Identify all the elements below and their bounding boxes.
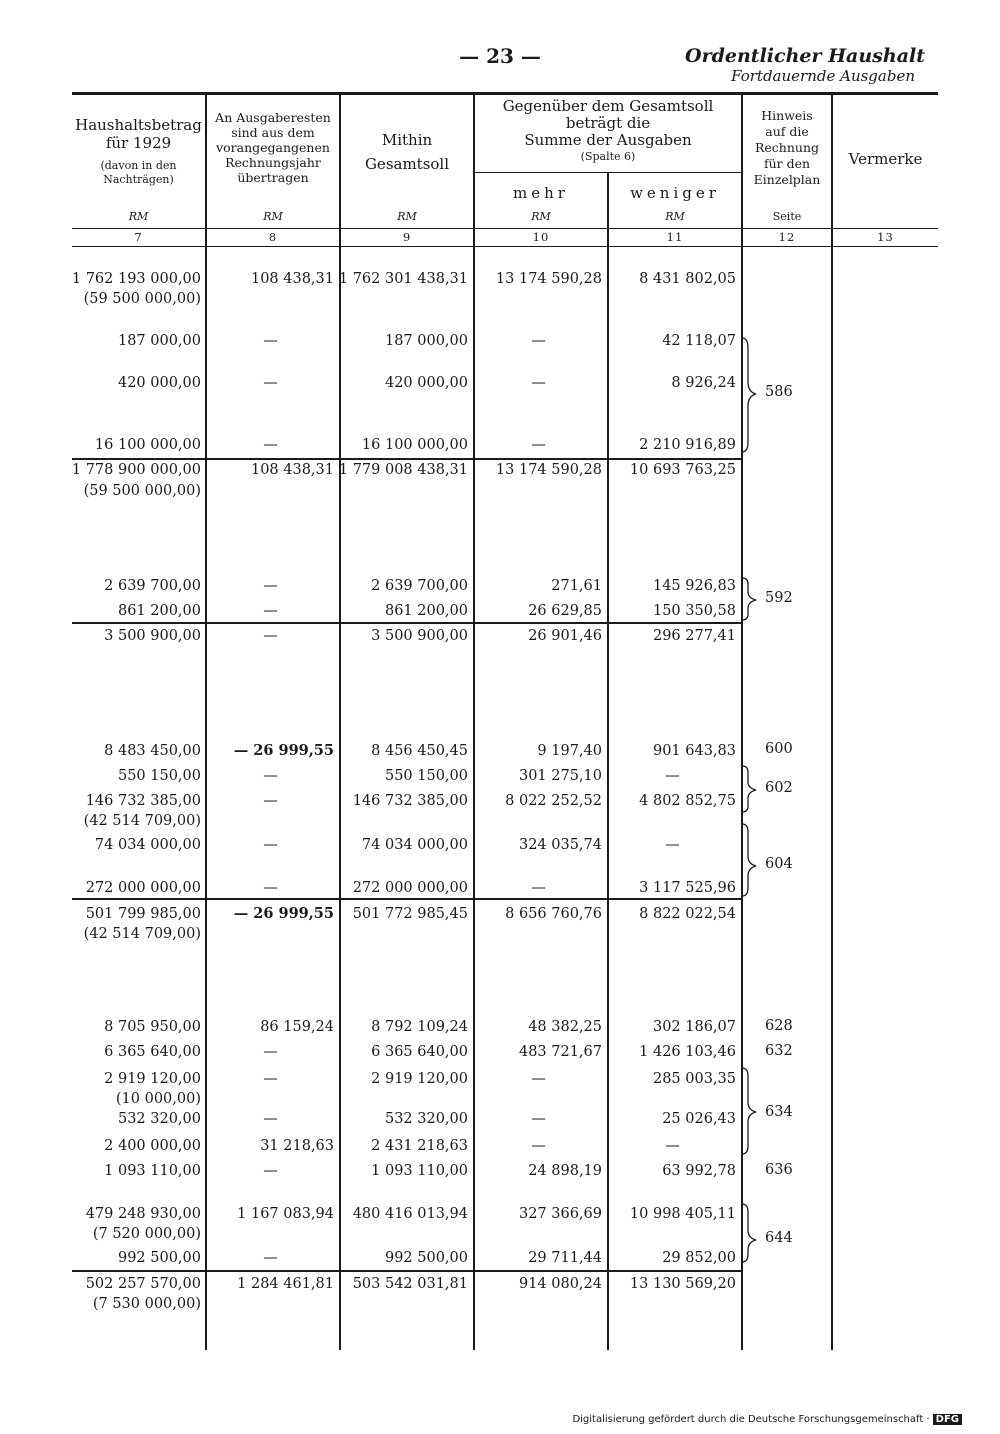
- cell-c11: 285 003,35: [652, 1071, 736, 1087]
- cell-c11: —: [665, 1138, 680, 1154]
- subtotal-rule: [72, 458, 742, 460]
- unit-c8: RM: [263, 210, 283, 223]
- cell-c7: 861 200,00: [117, 603, 201, 619]
- cell-c8: —: [263, 437, 278, 453]
- brace-icon: [742, 1204, 756, 1262]
- col-divider-12-13: [831, 95, 833, 1350]
- cell-c7: 502 257 570,00: [85, 1276, 201, 1292]
- cell-c8: —: [263, 880, 278, 896]
- cell-c8: 31 218,63: [260, 1138, 334, 1154]
- cell-c11: 150 350,58: [652, 603, 736, 619]
- cell-c9: 2 919 120,00: [371, 1071, 468, 1087]
- cell-c11: 3 117 525,96: [639, 880, 736, 896]
- cell-c11: —: [665, 768, 680, 784]
- cell-c10: —: [531, 1071, 546, 1087]
- subtotal-rule: [72, 1270, 742, 1272]
- cell-c10: 9 197,40: [537, 743, 602, 759]
- cell-c11: 8 822 022,54: [639, 906, 736, 922]
- cell-c10: 26 629,85: [528, 603, 602, 619]
- brace-icon: [742, 1068, 756, 1154]
- cell-c10: —: [531, 880, 546, 896]
- col-number-13: 13: [877, 230, 894, 244]
- cell-c9: 550 150,00: [384, 768, 468, 784]
- cell-c11: 13 130 569,20: [629, 1276, 736, 1292]
- cell-c11: 145 926,83: [652, 578, 736, 594]
- column-number-rule: [72, 246, 938, 247]
- cell-c10: —: [531, 333, 546, 349]
- cell-c9: 480 416 013,94: [352, 1206, 468, 1222]
- cell-c11: 10 998 405,11: [629, 1206, 736, 1222]
- cell-c10: 327 366,69: [518, 1206, 602, 1222]
- cell-c9: 861 200,00: [384, 603, 468, 619]
- unit-c9: RM: [397, 210, 417, 223]
- cell-c11: 63 992,78: [662, 1163, 736, 1179]
- section-title: Ordentlicher Haushalt: [685, 45, 925, 67]
- header-c8: An Ausgaberesten sind aus dem vorangegangenen Rechnungsjahr übertragen: [215, 110, 331, 185]
- cell-c7: 8 705 950,00: [104, 1019, 201, 1035]
- cell-c10: —: [531, 1111, 546, 1127]
- cell-c8: 108 438,31: [250, 271, 334, 287]
- cell-c7: 2 400 000,00: [104, 1138, 201, 1154]
- page-ref: 600: [765, 741, 793, 757]
- cell-c9: 2 639 700,00: [371, 578, 468, 594]
- cell-c7: 992 500,00: [117, 1250, 201, 1266]
- cell-c7: (42 514 709,00): [83, 813, 201, 829]
- cell-c9: 74 034 000,00: [361, 837, 468, 853]
- unit-c7: RM: [128, 210, 149, 223]
- cell-c10: 13 174 590,28: [495, 462, 602, 478]
- cell-c10: —: [531, 1138, 546, 1154]
- col-number-8: 8: [268, 230, 278, 244]
- subtotal-rule: [72, 622, 742, 624]
- cell-c10: 301 275,10: [518, 768, 602, 784]
- unit-c12: Seite: [772, 210, 802, 223]
- header-c11: weniger: [630, 184, 720, 202]
- header-c7: Haushaltsbetrag für 1929: [75, 116, 202, 152]
- cell-c8: —: [263, 375, 278, 391]
- cell-c9: 501 772 985,45: [352, 906, 468, 922]
- page-ref: 628: [765, 1018, 793, 1034]
- cell-c9: 992 500,00: [384, 1250, 468, 1266]
- col-number-10: 10: [532, 230, 550, 244]
- cell-c8: —: [263, 768, 278, 784]
- col-number-12: 12: [778, 230, 796, 244]
- cell-c9: 8 792 109,24: [371, 1019, 468, 1035]
- cell-c9: 6 365 640,00: [371, 1044, 468, 1060]
- page-number: — 23 —: [459, 44, 541, 68]
- cell-c10: 29 711,44: [528, 1250, 602, 1266]
- brace-group: [736, 320, 766, 1280]
- cell-c11: 302 186,07: [652, 1019, 736, 1035]
- page-ref: 644: [765, 1230, 793, 1246]
- brace-icon: [742, 824, 756, 896]
- cell-c9: 272 000 000,00: [352, 880, 468, 896]
- cell-c8: — 26 999,55: [233, 905, 334, 922]
- cell-c9: 532 320,00: [384, 1111, 468, 1127]
- cell-c7: 532 320,00: [117, 1111, 201, 1127]
- col-number-7: 7: [134, 230, 143, 244]
- cell-c7: (59 500 000,00): [83, 291, 201, 307]
- cell-c9: 8 456 450,45: [371, 743, 468, 759]
- cell-c7: 16 100 000,00: [94, 437, 201, 453]
- cell-c9: 187 000,00: [384, 333, 468, 349]
- cell-c8: —: [263, 578, 278, 594]
- cell-c9: 1 093 110,00: [371, 1163, 468, 1179]
- cell-c8: —: [263, 1044, 278, 1060]
- cell-c11: 901 643,83: [652, 743, 736, 759]
- cell-c11: 1 426 103,46: [639, 1044, 736, 1060]
- cell-c11: 8 431 802,05: [639, 271, 736, 287]
- dfg-logo: DFG: [933, 1414, 962, 1425]
- cell-c7: 1 762 193 000,00: [71, 271, 201, 287]
- cell-c11: 42 118,07: [662, 333, 736, 349]
- cell-c7: 1 778 900 000,00: [71, 462, 201, 478]
- header-c9: Mithin Gesamtsoll: [364, 131, 450, 173]
- cell-c7: 2 919 120,00: [104, 1071, 201, 1087]
- page-ref: 634: [765, 1104, 793, 1120]
- cell-c11: 2 210 916,89: [639, 437, 736, 453]
- cell-c7: (10 000,00): [115, 1091, 201, 1107]
- cell-c8: —: [263, 1250, 278, 1266]
- cell-c7: 146 732 385,00: [85, 793, 201, 809]
- cell-c7: (7 520 000,00): [92, 1226, 201, 1242]
- cell-c7: (42 514 709,00): [83, 926, 201, 942]
- cell-c10: —: [531, 375, 546, 391]
- cell-c11: 25 026,43: [662, 1111, 736, 1127]
- header-rule: [72, 228, 938, 229]
- cell-c8: 108 438,31: [250, 462, 334, 478]
- brace-icon: [742, 578, 756, 620]
- cell-c8: 86 159,24: [260, 1019, 334, 1035]
- cell-c10: 26 901,46: [528, 628, 602, 644]
- cell-c10: 271,61: [551, 578, 602, 594]
- cell-c11: 8 926,24: [671, 375, 736, 391]
- header-c10-11-note: (Spalte 6): [580, 150, 636, 163]
- cell-c7: 501 799 985,00: [85, 906, 201, 922]
- unit-c11: RM: [665, 210, 685, 223]
- cell-c9: 1 779 008 438,31: [338, 462, 468, 478]
- cell-c8: —: [263, 1111, 278, 1127]
- table-top-rule: [72, 92, 938, 95]
- cell-c7: (7 530 000,00): [92, 1296, 201, 1312]
- cell-c10: 13 174 590,28: [495, 271, 602, 287]
- cell-c8: —: [263, 333, 278, 349]
- header-c7-note: (davon in den Nachträgen): [100, 159, 177, 186]
- cell-c8: —: [263, 628, 278, 644]
- subtotal-rule: [72, 898, 742, 900]
- page-ref: 602: [765, 780, 793, 796]
- cell-c8: —: [263, 1071, 278, 1087]
- col-divider-10-11: [607, 172, 609, 1350]
- page-ref: 636: [765, 1162, 793, 1178]
- footer-credit: Digitalisierung gefördert durch die Deutsche Forschungsgemeinschaft · DFG: [572, 1414, 962, 1425]
- cell-c8: 1 167 083,94: [237, 1206, 334, 1222]
- cell-c7: 3 500 900,00: [104, 628, 201, 644]
- page-ref: 586: [765, 384, 793, 400]
- cell-c10: 914 080,24: [518, 1276, 602, 1292]
- cell-c11: 4 802 852,75: [639, 793, 736, 809]
- col-number-11: 11: [666, 230, 684, 244]
- cell-c7: 479 248 930,00: [85, 1206, 201, 1222]
- cell-c10: 8 022 252,52: [505, 793, 602, 809]
- cell-c9: 3 500 900,00: [371, 628, 468, 644]
- col-divider-9-10: [473, 95, 475, 1350]
- cell-c7: (59 500 000,00): [83, 483, 201, 499]
- page-ref: 592: [765, 590, 793, 606]
- cell-c9: 2 431 218,63: [371, 1138, 468, 1154]
- section-subtitle: Fortdauernde Ausgaben: [731, 67, 915, 85]
- header-c10-11-group: Gegenüber dem Gesamtsoll beträgt die Summe der Ausgaben: [502, 97, 714, 149]
- cell-c10: 24 898,19: [528, 1163, 602, 1179]
- cell-c7: 187 000,00: [117, 333, 201, 349]
- brace-icon: [742, 766, 756, 812]
- cell-c7: 1 093 110,00: [104, 1163, 201, 1179]
- cell-c7: 6 365 640,00: [104, 1044, 201, 1060]
- cell-c10: 8 656 760,76: [505, 906, 602, 922]
- cell-c10: 48 382,25: [528, 1019, 602, 1035]
- cell-c9: 420 000,00: [384, 375, 468, 391]
- cell-c11: 296 277,41: [652, 628, 736, 644]
- cell-c8: —: [263, 603, 278, 619]
- cell-c7: 550 150,00: [117, 768, 201, 784]
- cell-c8: 1 284 461,81: [237, 1276, 334, 1292]
- cell-c7: 2 639 700,00: [104, 578, 201, 594]
- cell-c11: —: [665, 837, 680, 853]
- cell-c9: 503 542 031,81: [352, 1276, 468, 1292]
- cell-c7: 74 034 000,00: [94, 837, 201, 853]
- cell-c8: —: [263, 793, 278, 809]
- header-c10: mehr: [513, 184, 569, 202]
- cell-c7: 8 483 450,00: [104, 743, 201, 759]
- cell-c10: —: [531, 437, 546, 453]
- cell-c7: 272 000 000,00: [85, 880, 201, 896]
- cell-c9: 1 762 301 438,31: [338, 271, 468, 287]
- cell-c10: 324 035,74: [518, 837, 602, 853]
- header-c12: Hinweis auf die Rechnung für den Einzelplan: [753, 108, 821, 187]
- cell-c9: 146 732 385,00: [352, 793, 468, 809]
- cell-c11: 29 852,00: [662, 1250, 736, 1266]
- cell-c9: 16 100 000,00: [361, 437, 468, 453]
- page-ref: 632: [765, 1043, 793, 1059]
- header-c13: Vermerke: [848, 150, 923, 168]
- unit-c10: RM: [531, 210, 551, 223]
- cell-c8: —: [263, 1163, 278, 1179]
- page-ref: 604: [765, 856, 793, 872]
- brace-icon: [742, 338, 756, 452]
- cell-c10: 483 721,67: [518, 1044, 602, 1060]
- col-number-9: 9: [402, 230, 412, 244]
- cell-c8: —: [263, 837, 278, 853]
- cell-c11: 10 693 763,25: [629, 462, 736, 478]
- cell-c8: — 26 999,55: [233, 742, 334, 759]
- cell-c7: 420 000,00: [117, 375, 201, 391]
